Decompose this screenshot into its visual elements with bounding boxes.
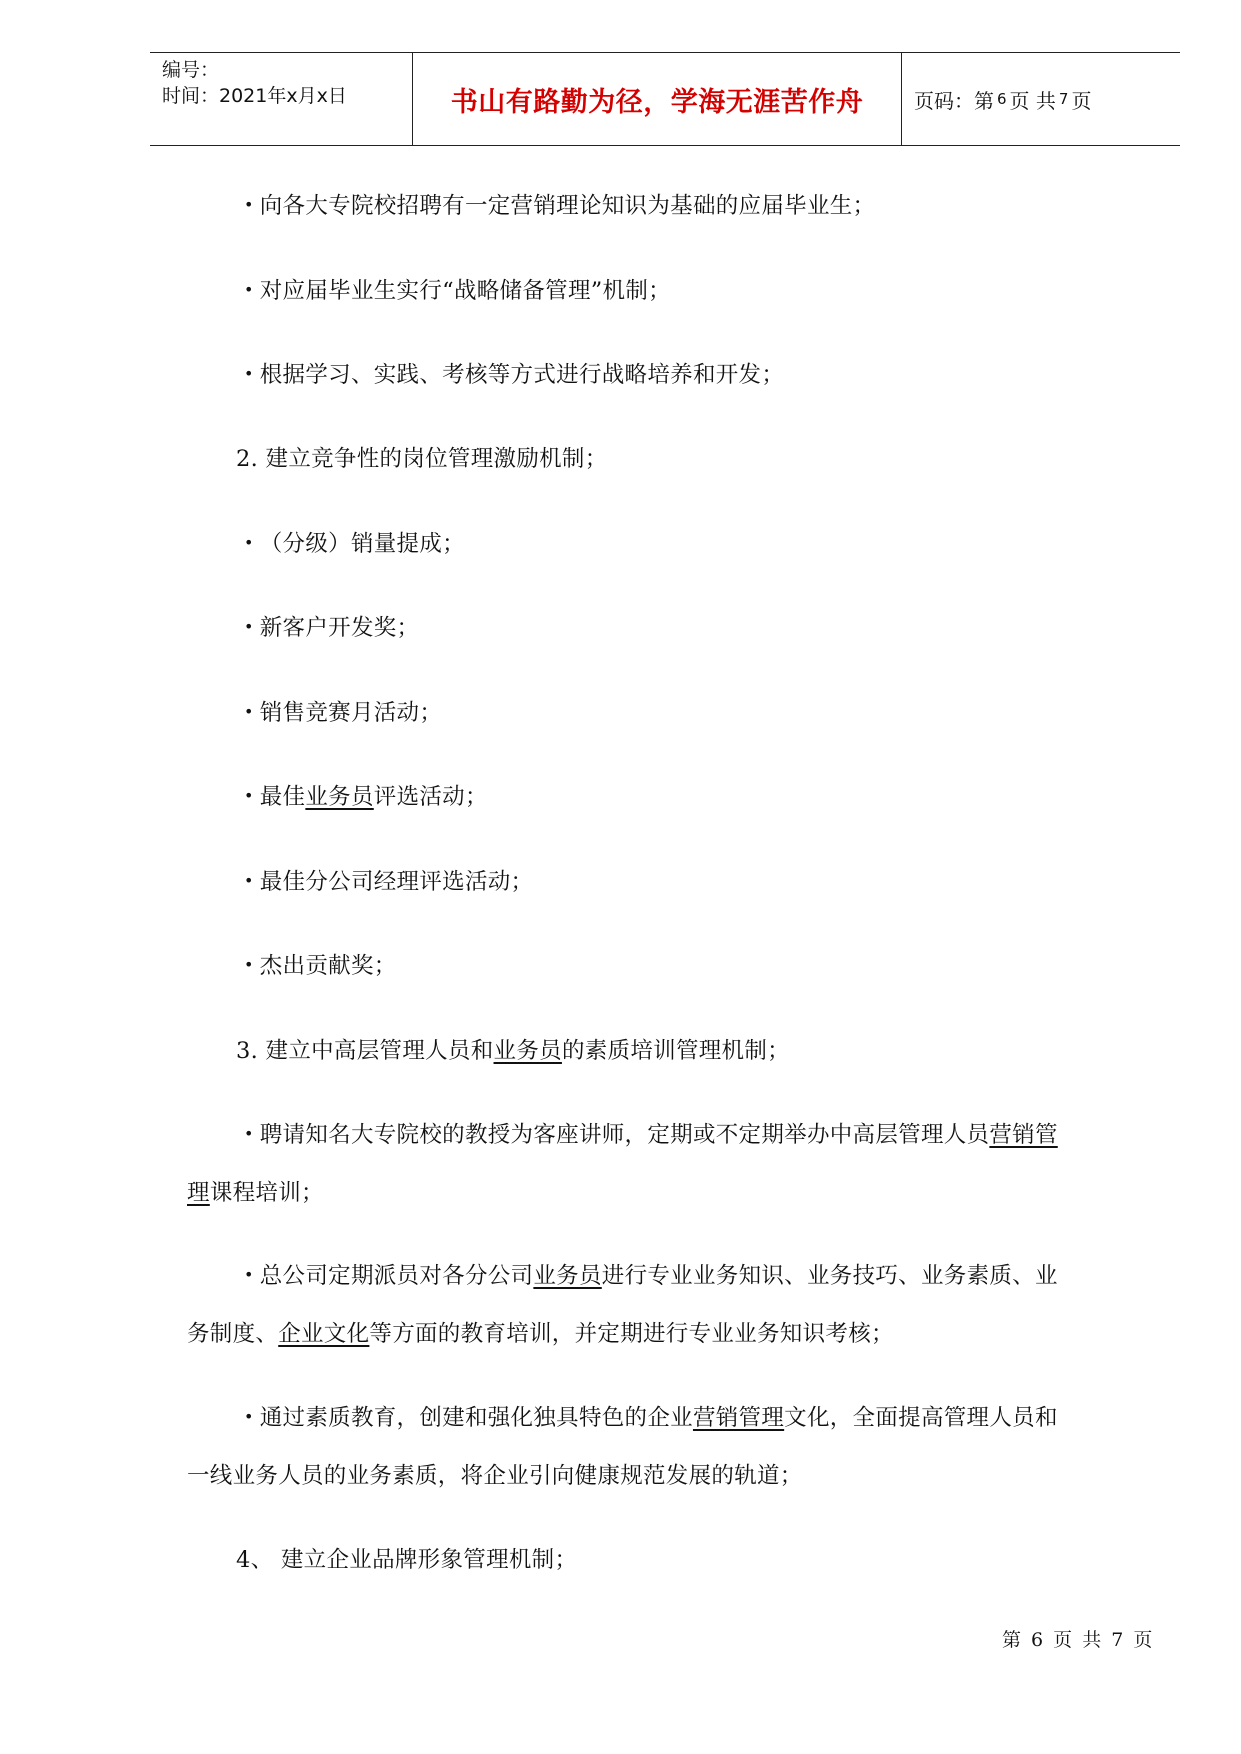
time-label: 时间：2021年x月x日 [162,85,347,107]
section-heading: 3. 建立中高层管理人员和业务员的素质培训管理机制； [236,1038,790,1064]
bullet-icon: • [244,786,254,805]
list-item: • 总公司定期派员对各分公司业务员进行专业业务知识、业务技巧、业务素质、业 [244,1263,1058,1289]
section-heading: 2. 建立竞争性的岗位管理激励机制； [236,446,608,472]
list-item: • 新客户开发奖； [244,615,420,641]
list-item: • 根据学习、实践、考核等方式进行战略培养和开发； [244,362,785,388]
bullet-icon: • [244,1124,254,1143]
bullet-icon: • [244,871,254,890]
section-heading: 4、 建立企业品牌形象管理机制； [236,1547,578,1573]
page-header [150,52,1180,146]
bullet-icon: • [244,1265,254,1284]
bullet-icon: • [244,617,254,636]
header-motto: 书山有路勤为径，学海无涯苦作舟 [412,53,902,145]
page-current: 6 [997,90,1007,108]
hyperlink[interactable]: 理 [187,1180,210,1206]
bullet-icon: • [244,1407,254,1426]
list-item: • 聘请知名大专院校的教授为客座讲师，定期或不定期举办中高层管理人员营销管 [244,1122,1058,1148]
list-item: • 对应届毕业生实行“战略储备管理”机制； [244,278,671,304]
page-footer: 第 6 页 共 7 页 [1002,1629,1155,1651]
bullet-icon: • [244,533,254,552]
list-item-continuation: 务制度、企业文化等方面的教育培训，并定期进行专业业务知识考核； [187,1321,894,1347]
number-label: 编号： [162,59,220,81]
list-item: • 最佳分公司经理评选活动； [244,869,534,895]
hyperlink[interactable]: 营销管理 [692,1405,785,1431]
hyperlink[interactable]: 业务员 [533,1263,602,1289]
bullet-icon: • [244,280,254,299]
hyperlink[interactable]: 业务员 [493,1038,562,1064]
page-mid: 页 共 [1009,88,1056,113]
header-page-number [902,53,1180,145]
bullet-icon: • [244,702,254,721]
bullet-icon: • [244,364,254,383]
list-item: • （分级）销量提成； [244,531,465,557]
page-total: 7 [1058,90,1069,108]
hyperlink[interactable]: 企业文化 [278,1321,370,1347]
list-item: • 最佳业务员评选活动； [244,784,488,810]
list-item: • 向各大专院校招聘有一定营销理论知识为基础的应届毕业生； [244,193,876,219]
hyperlink[interactable]: 营销管 [989,1122,1058,1148]
page-prefix: 页码：第 [914,88,994,113]
list-item-continuation: 理课程培训； [187,1180,324,1206]
header-meta [150,53,412,145]
page-suffix: 页 [1071,88,1092,113]
list-item: • 通过素质教育，创建和强化独具特色的企业营销管理文化，全面提高管理人员和 [244,1405,1058,1431]
list-item: • 杰出贡献奖； [244,953,397,979]
list-item-continuation: 一线业务人员的业务素质，将企业引向健康规范发展的轨道； [187,1463,803,1489]
hyperlink[interactable]: 业务员 [305,784,374,810]
bullet-icon: • [244,955,254,974]
bullet-icon: • [244,195,254,214]
list-item: • 销售竞赛月活动； [244,700,443,726]
